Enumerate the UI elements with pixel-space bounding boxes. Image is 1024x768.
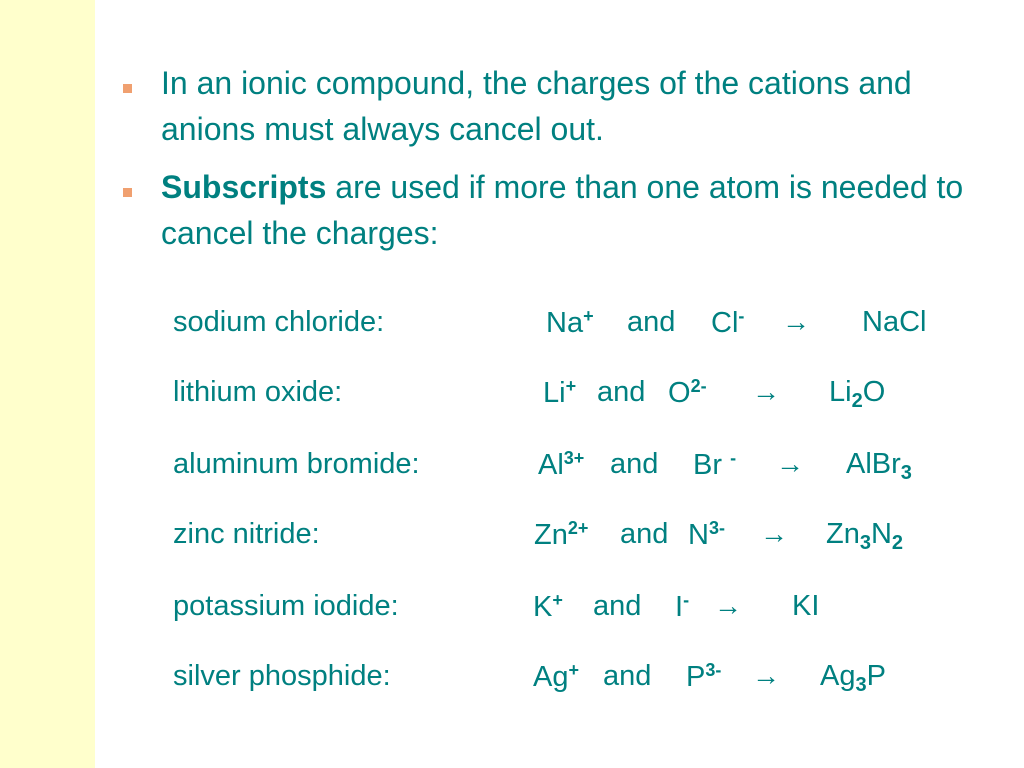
cation: Ag+ <box>533 660 579 693</box>
anion: $N^{3-}$ <box>688 518 725 551</box>
cation: Li+ <box>543 376 577 409</box>
and-word: and <box>597 376 646 408</box>
cation: $Al^{3+}$ <box>538 448 585 481</box>
arrow-icon: → <box>760 518 788 549</box>
arrow-icon: → <box>714 590 742 621</box>
and-word: and <box>610 448 659 480</box>
anion: $P^{3-}$ <box>686 660 722 693</box>
product-formula: NaCl <box>862 306 927 338</box>
product-formula: KI <box>792 590 820 622</box>
compound-row <box>0 448 1024 488</box>
arrow-icon: → <box>752 376 780 407</box>
compound-name: aluminum bromide: <box>173 448 420 480</box>
compound-row <box>0 376 1024 416</box>
compound-name: sodium chloride: <box>173 306 385 338</box>
compound-row <box>0 518 1024 558</box>
cation: K+ <box>533 590 563 623</box>
compound-row <box>0 660 1024 700</box>
product-formula: AlBr$_3$ <box>846 448 912 484</box>
product-formula: $Zn_3N_2$ <box>826 518 904 554</box>
arrow-icon: → <box>776 448 804 479</box>
cation: Na+ <box>546 306 594 339</box>
arrow-icon: → <box>782 306 810 337</box>
product-formula: $Ag_3P$ <box>820 660 886 696</box>
compound-row <box>0 306 1024 346</box>
anion: Br - <box>693 448 737 481</box>
compound-name: potassium iodide: <box>173 590 399 622</box>
bullet-marker <box>123 188 132 197</box>
arrow-icon: → <box>752 660 780 691</box>
bullet-marker <box>123 84 132 93</box>
compound-row <box>0 590 1024 630</box>
product-formula: $Li_2O$ <box>829 376 886 412</box>
compound-name: lithium oxide: <box>173 376 343 408</box>
compound-name: silver phosphide: <box>173 660 391 692</box>
and-word: and <box>627 306 676 338</box>
and-word: and <box>620 518 669 550</box>
cation: $Zn^{2+}$ <box>534 518 589 551</box>
anion: $O^{2-}$ <box>668 376 707 409</box>
and-word: and <box>593 590 642 622</box>
anion: I- <box>675 590 690 623</box>
bullet-1-text: In an ionic compound, the charges of the cations and anions must always cancel out. <box>161 65 912 147</box>
bullet-2-bold: Subscripts <box>161 169 327 205</box>
compound-name: zinc nitride: <box>173 518 320 550</box>
anion: Cl- <box>711 306 745 339</box>
and-word: and <box>603 660 652 692</box>
bullet-2-text: Subscripts are used if more than one atom is needed to cancel the charges: <box>161 169 964 251</box>
